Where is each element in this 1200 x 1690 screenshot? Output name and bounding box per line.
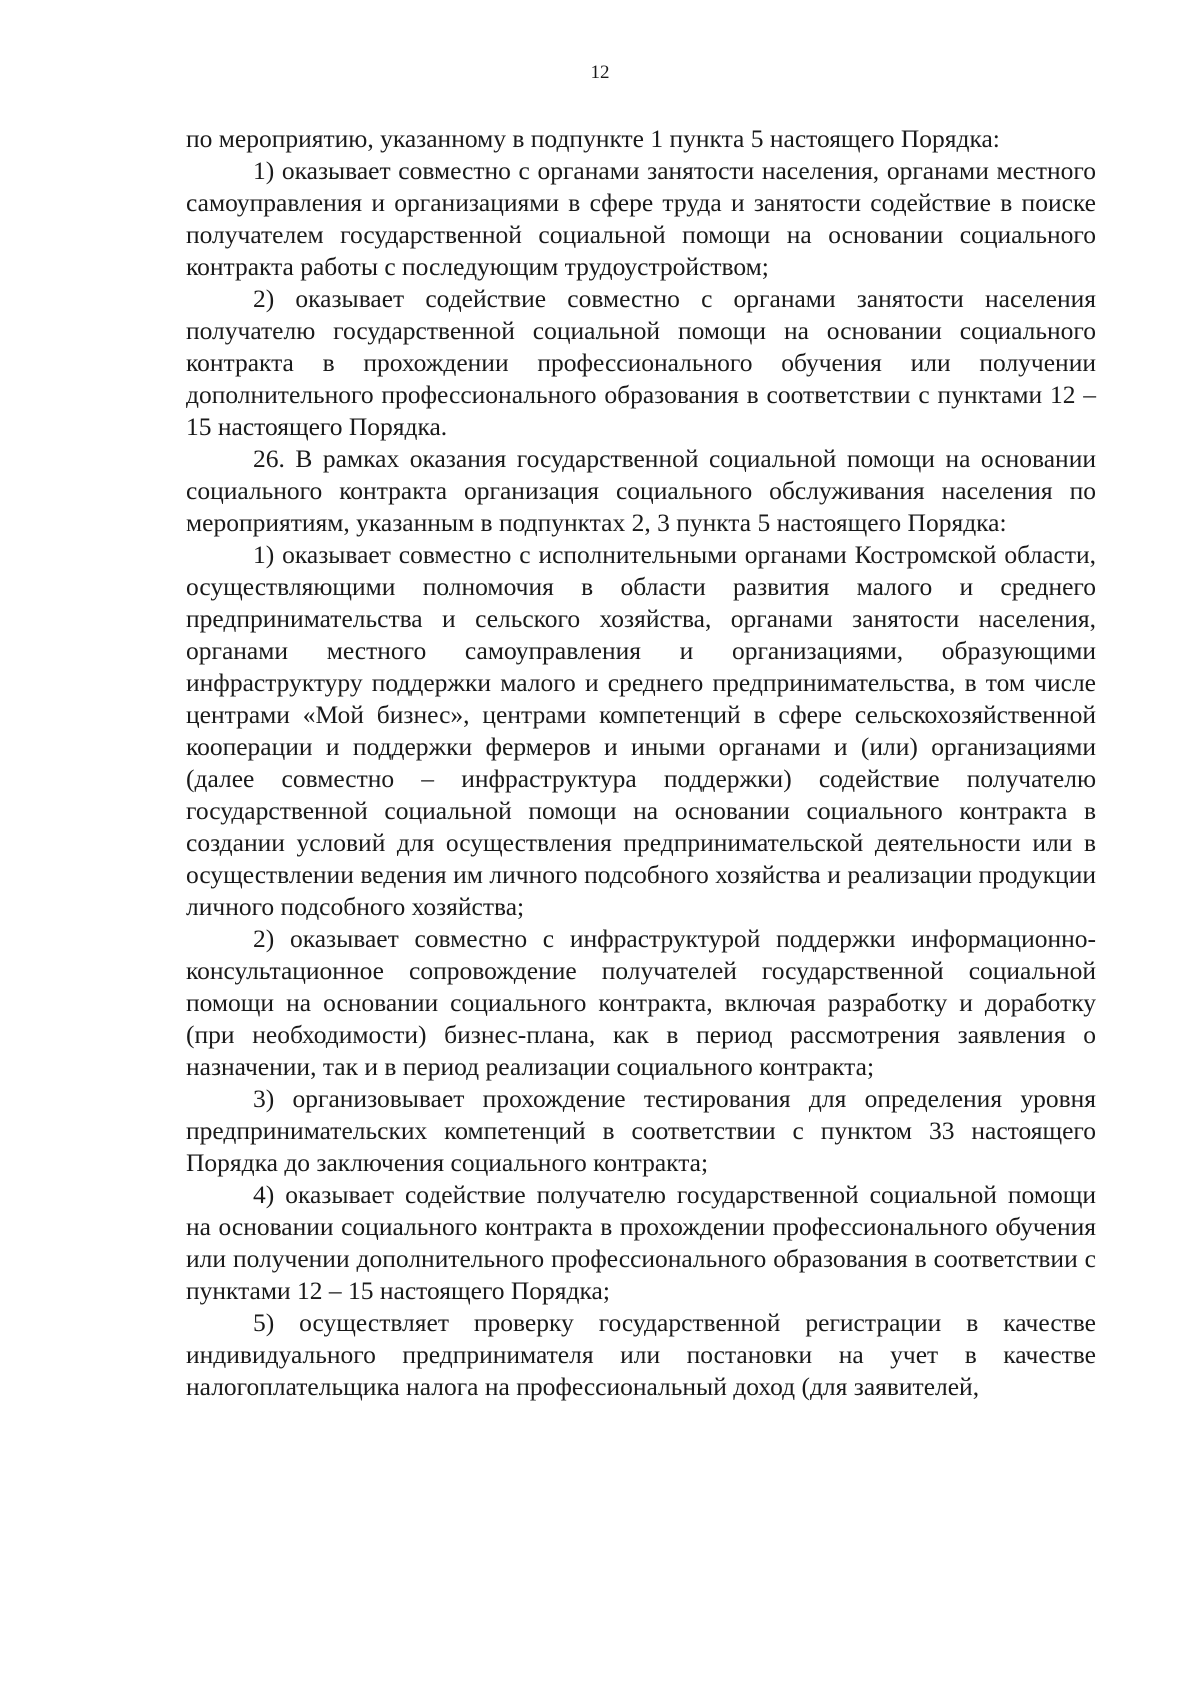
paragraph-section-26-item-2: 2) оказывает совместно с инфраструктурой поддержки информационно-консультационное сопровождение получателей государственной социальной помощи на основании социального контракта, включая разработку и доработку (при необходимости) бизнес-плана, как в период рассмотрения заявления о назначении, так и в период реализации социального контракта; [186,924,1096,1081]
paragraph-section-26-item-1: 1) оказывает совместно с исполнительными органами Костромской области, осуществляющими полномочия в области развития малого и среднего предпринимательства и сельского хозяйства, органами занятости населения, органами местного самоуправления и организациями, образующими инфраструктуру поддержки малого и среднего предпринимательства, в том числе центрами «Мой бизнес», центрами компетенций в сфере сельскохозяйственной кооперации и поддержки фермеров и иными органами и (или) организациями (далее совместно – инфраструктура поддержки) содействие получателю государственной социальной помощи на основании социального контракта в создании условий для осуществления предпринимательской деятельности или в осуществлении ведения им личного подсобного хозяйства и реализации продукции личного подсобного хозяйства; [186,540,1096,921]
paragraph-item-2: 2) оказывает содействие совместно с органами занятости населения получателю государственной социальной помощи на основании социального контракта в прохождении профессионального обучения или получении дополнительного профессионального образования в соответствии с пунктами 12 – 15 настоящего Порядка. [186,284,1096,441]
page-number: 12 [590,62,610,83]
paragraph-section-26-item-3: 3) организовывает прохождение тестирования для определения уровня предпринимательских компетенций в соответствии с пунктом 33 настоящего Порядка до заключения социального контракта; [186,1084,1096,1177]
paragraph-intro: по мероприятию, указанному в подпункте 1 пункта 5 настоящего Порядка: [186,124,1000,153]
paragraph-section-26: 26. В рамках оказания государственной социальной помощи на основании социального контракта организация социального обслуживания населения по мероприятиям, указанным в подпунктах 2, 3 пункта 5 настоящего Порядка: [186,444,1096,537]
paragraph-item-1: 1) оказывает совместно с органами занятости населения, органами местного самоуправления и организациями в сфере труда и занятости содействие в поиске получателем государственной социальной помощи на основании социального контракта работы с последующим трудоустройством; [186,156,1096,281]
paragraph-section-26-item-5: 5) осуществляет проверку государственной регистрации в качестве индивидуального предпринимателя или постановки на учет в качестве налогоплательщика налога на профессиональный доход (для заявителей, [186,1308,1096,1401]
document-body [186,123,1096,1403]
paragraph-section-26-item-4: 4) оказывает содействие получателю государственной социальной помощи на основании социального контракта в прохождении профессионального обучения или получении дополнительного профессионального образования в соответствии с пунктами 12 – 15 настоящего Порядка; [186,1180,1096,1305]
